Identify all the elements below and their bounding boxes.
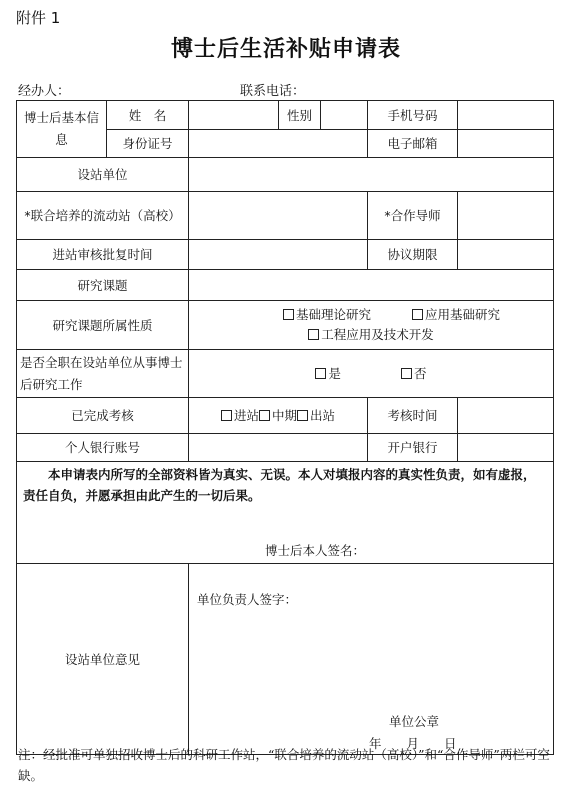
checkbox-icon — [259, 410, 270, 421]
gender-label: 性别 — [279, 101, 321, 130]
assessment-options — [189, 398, 368, 434]
fulltime-label: 是否全职在设站单位从事博士后研究工作 — [17, 350, 189, 398]
leader-sign-label: 单位负责人签字： — [197, 592, 298, 607]
checkbox-icon — [401, 368, 412, 379]
declaration-section — [17, 462, 554, 564]
approval-time-label: 进站审核批复时间 — [17, 240, 189, 270]
basic-info-label: 博士后基本信息 — [17, 101, 107, 158]
handler-label: 经办人： — [18, 84, 71, 99]
coop-advisor-label: *合作导师 — [368, 192, 458, 240]
option-entry[interactable]: 进站 — [221, 404, 259, 427]
email-field[interactable] — [458, 130, 554, 158]
bank-field[interactable] — [458, 434, 554, 462]
email-label: 电子邮箱 — [368, 130, 458, 158]
form-title: 博士后生活补贴申请表 — [170, 36, 401, 62]
option-exit[interactable]: 出站 — [297, 404, 335, 427]
assessment-time-label: 考核时间 — [368, 398, 458, 434]
option-midterm[interactable]: 中期 — [259, 404, 297, 427]
unit-opinion-field[interactable] — [189, 564, 554, 755]
attachment-label: 附件 1 — [16, 9, 61, 27]
assessment-time-field[interactable] — [458, 398, 554, 434]
unit-seal-label: 单位公章 — [389, 714, 440, 729]
topic-nature-options — [189, 301, 554, 350]
bank-account-label: 个人银行账号 — [17, 434, 189, 462]
joint-station-label: *联合培养的流动站（高校） — [17, 192, 189, 240]
checkbox-icon — [283, 309, 294, 320]
approval-time-field[interactable] — [189, 240, 368, 270]
bank-account-field[interactable] — [189, 434, 368, 462]
option-yes[interactable]: 是 — [315, 362, 341, 385]
id-label: 身份证号 — [107, 130, 189, 158]
mobile-field[interactable] — [458, 101, 554, 130]
option-applied-basic[interactable]: 应用基础研究 — [412, 305, 500, 325]
unit-opinion-label: 设站单位意见 — [17, 564, 189, 755]
phone-label: 联系电话： — [240, 84, 306, 99]
bank-label: 开户银行 — [368, 434, 458, 462]
option-engineering[interactable]: 工程应用及技术开发 — [308, 325, 434, 345]
agreement-period-field[interactable] — [458, 240, 554, 270]
topic-nature-label: 研究课题所属性质 — [17, 301, 189, 350]
agreement-period-label: 协议期限 — [368, 240, 458, 270]
assessment-label: 已完成考核 — [17, 398, 189, 434]
footer-note: 注：经批准可单独招收博士后的科研工作站，“联合培养的流动站（高校）”和“合作导师”两栏可空缺。 — [18, 747, 550, 783]
name-label: 姓 名 — [107, 101, 189, 130]
mobile-label: 手机号码 — [368, 101, 458, 130]
checkbox-icon — [308, 329, 319, 340]
name-field[interactable] — [189, 101, 279, 130]
joint-station-field[interactable] — [189, 192, 368, 240]
fulltime-options — [189, 350, 554, 398]
checkbox-icon — [315, 368, 326, 379]
research-topic-label: 研究课题 — [17, 270, 189, 301]
station-unit-label: 设站单位 — [17, 158, 189, 192]
date-label: 年 月 日 — [369, 736, 457, 751]
coop-advisor-field[interactable] — [458, 192, 554, 240]
declaration-text: 本申请表内所写的全部资料皆为真实、无误。本人对填报内容的真实性负责，如有虚报，责任自负，并愿承担由此产生的一切后果。 — [23, 467, 536, 503]
application-form — [16, 100, 554, 755]
gender-field[interactable] — [321, 101, 368, 130]
research-topic-field[interactable] — [189, 270, 554, 301]
id-field[interactable] — [189, 130, 368, 158]
station-unit-field[interactable] — [189, 158, 554, 192]
applicant-signature-label[interactable]: 博士后本人签名： — [264, 543, 365, 558]
option-no[interactable]: 否 — [401, 362, 427, 385]
option-basic-theory[interactable]: 基础理论研究 — [242, 305, 412, 325]
checkbox-icon — [221, 410, 232, 421]
checkbox-icon — [297, 410, 308, 421]
checkbox-icon — [412, 309, 423, 320]
